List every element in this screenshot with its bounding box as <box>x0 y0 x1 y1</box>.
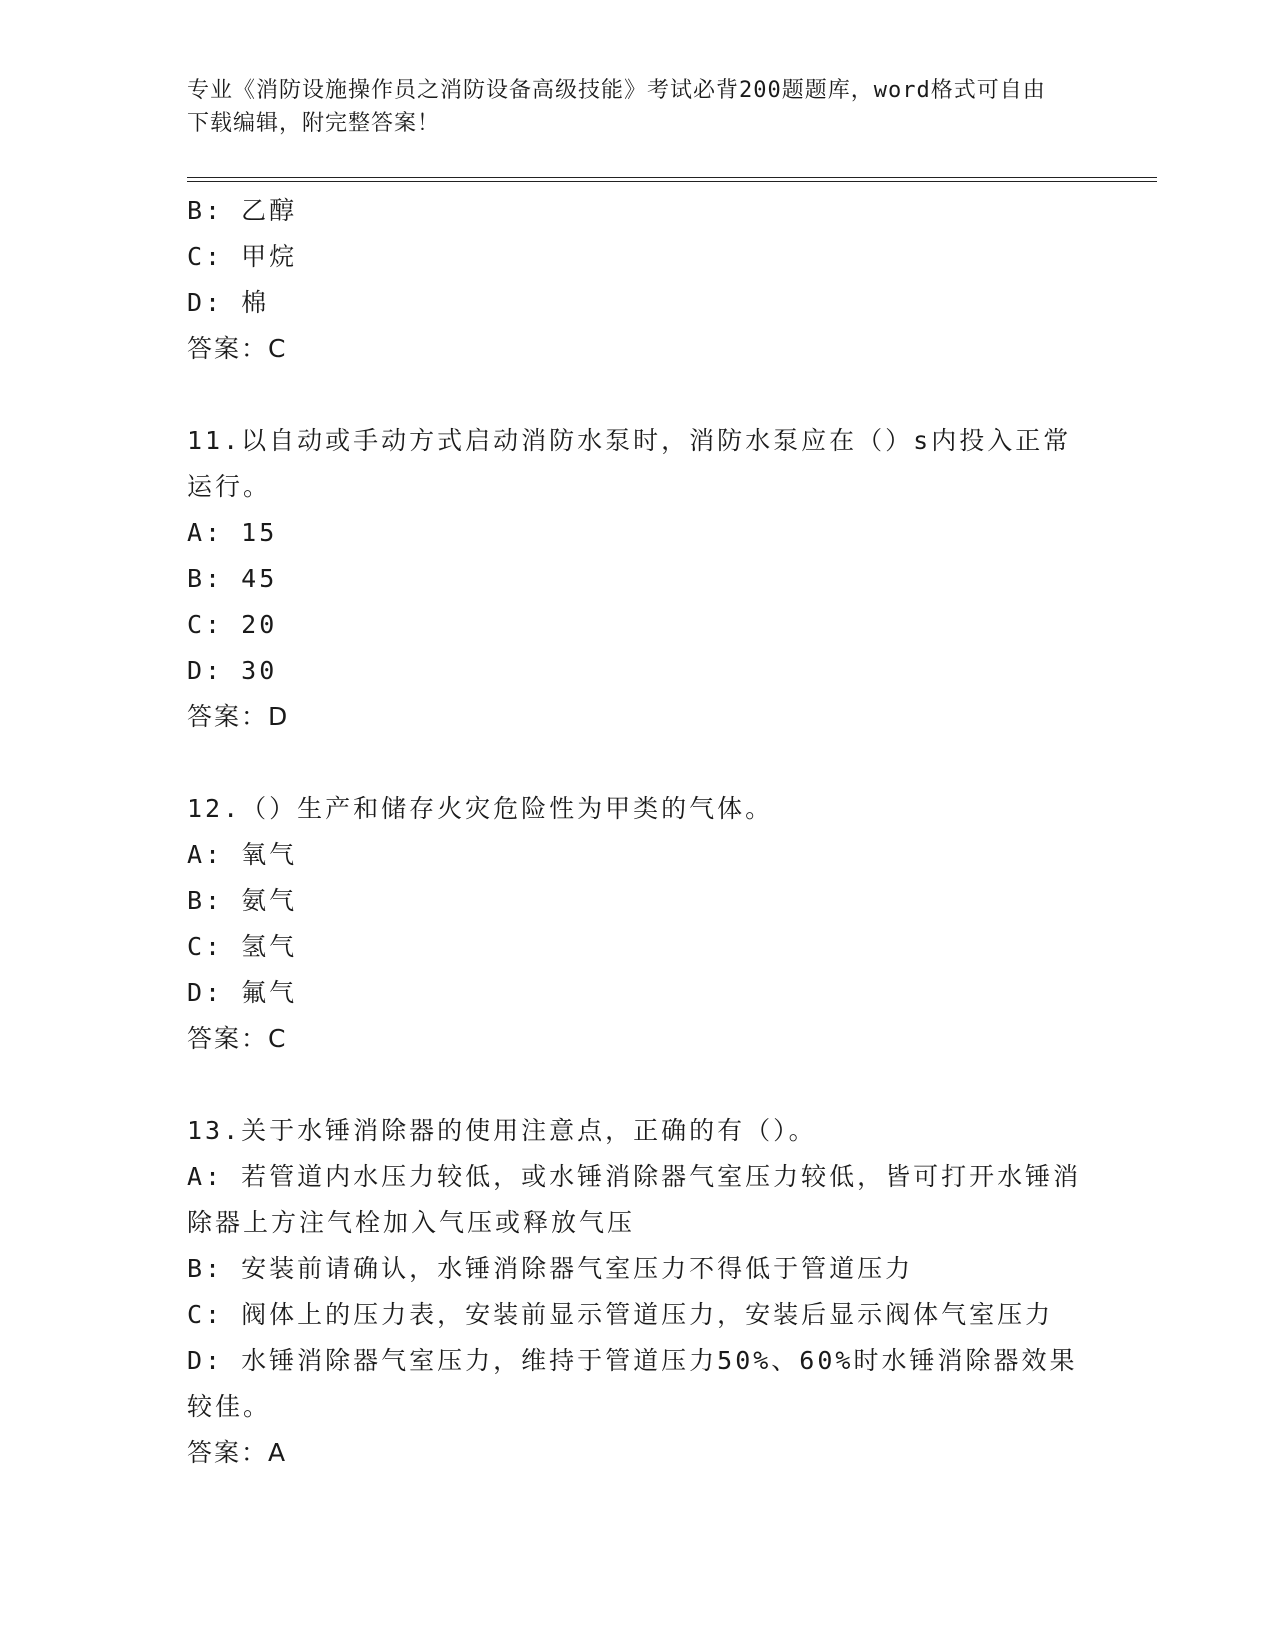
option-b: B: 氨气 <box>187 886 298 915</box>
question-stem: 13.关于水锤消除器的使用注意点，正确的有（）。 <box>187 1116 817 1145</box>
option-c: C: 阀体上的压力表，安装前显示管道压力，安装后显示阀体气室压力 <box>187 1300 1054 1329</box>
option-a: A: 若管道内水压力较低，或水锤消除器气室压力较低，皆可打开水锤消除器上方注气栓加入气压或释放气压 <box>187 1162 1082 1237</box>
question-stem: 11.以自动或手动方式启动消防水泵时，消防水泵应在（）s内投入正常运行。 <box>187 426 1072 501</box>
answer-line: 答案：D <box>187 702 290 731</box>
option-a: A: 氧气 <box>187 840 298 869</box>
previous-question-tail <box>187 188 1087 372</box>
header-divider <box>187 177 1157 182</box>
option-b: B: 45 <box>187 564 278 593</box>
option-d: D: 30 <box>187 656 278 685</box>
question-stem: 12.（）生产和储存火灾危险性为甲类的气体。 <box>187 794 774 823</box>
spacer <box>187 372 1087 418</box>
spacer <box>187 740 1087 786</box>
answer-line: 答案：C <box>187 1024 288 1053</box>
question-12 <box>187 786 1087 1062</box>
option-c: C: 20 <box>187 610 278 639</box>
option-a: A: 15 <box>187 518 278 547</box>
document-header: 专业《消防设施操作员之消防设备高级技能》考试必背200题题库，word格式可自由下载编辑，附完整答案！ <box>187 78 1046 136</box>
answer-line: 答案：A <box>187 1438 288 1467</box>
option-d: D: 水锤消除器气室压力，维持于管道压力50%、60%时水锤消除器效果较佳。 <box>187 1346 1078 1421</box>
option-c: C: 氢气 <box>187 932 298 961</box>
question-11 <box>187 418 1087 740</box>
spacer <box>187 1062 1087 1108</box>
option-d: D: 棉 <box>187 288 270 317</box>
question-13 <box>187 1108 1087 1476</box>
option-b: B: 乙醇 <box>187 196 298 225</box>
option-d: D: 氟气 <box>187 978 298 1007</box>
option-b: B: 安装前请确认，水锤消除器气室压力不得低于管道压力 <box>187 1254 914 1283</box>
answer-line: 答案：C <box>187 334 288 363</box>
option-c: C: 甲烷 <box>187 242 298 271</box>
document-body <box>187 188 1087 1476</box>
